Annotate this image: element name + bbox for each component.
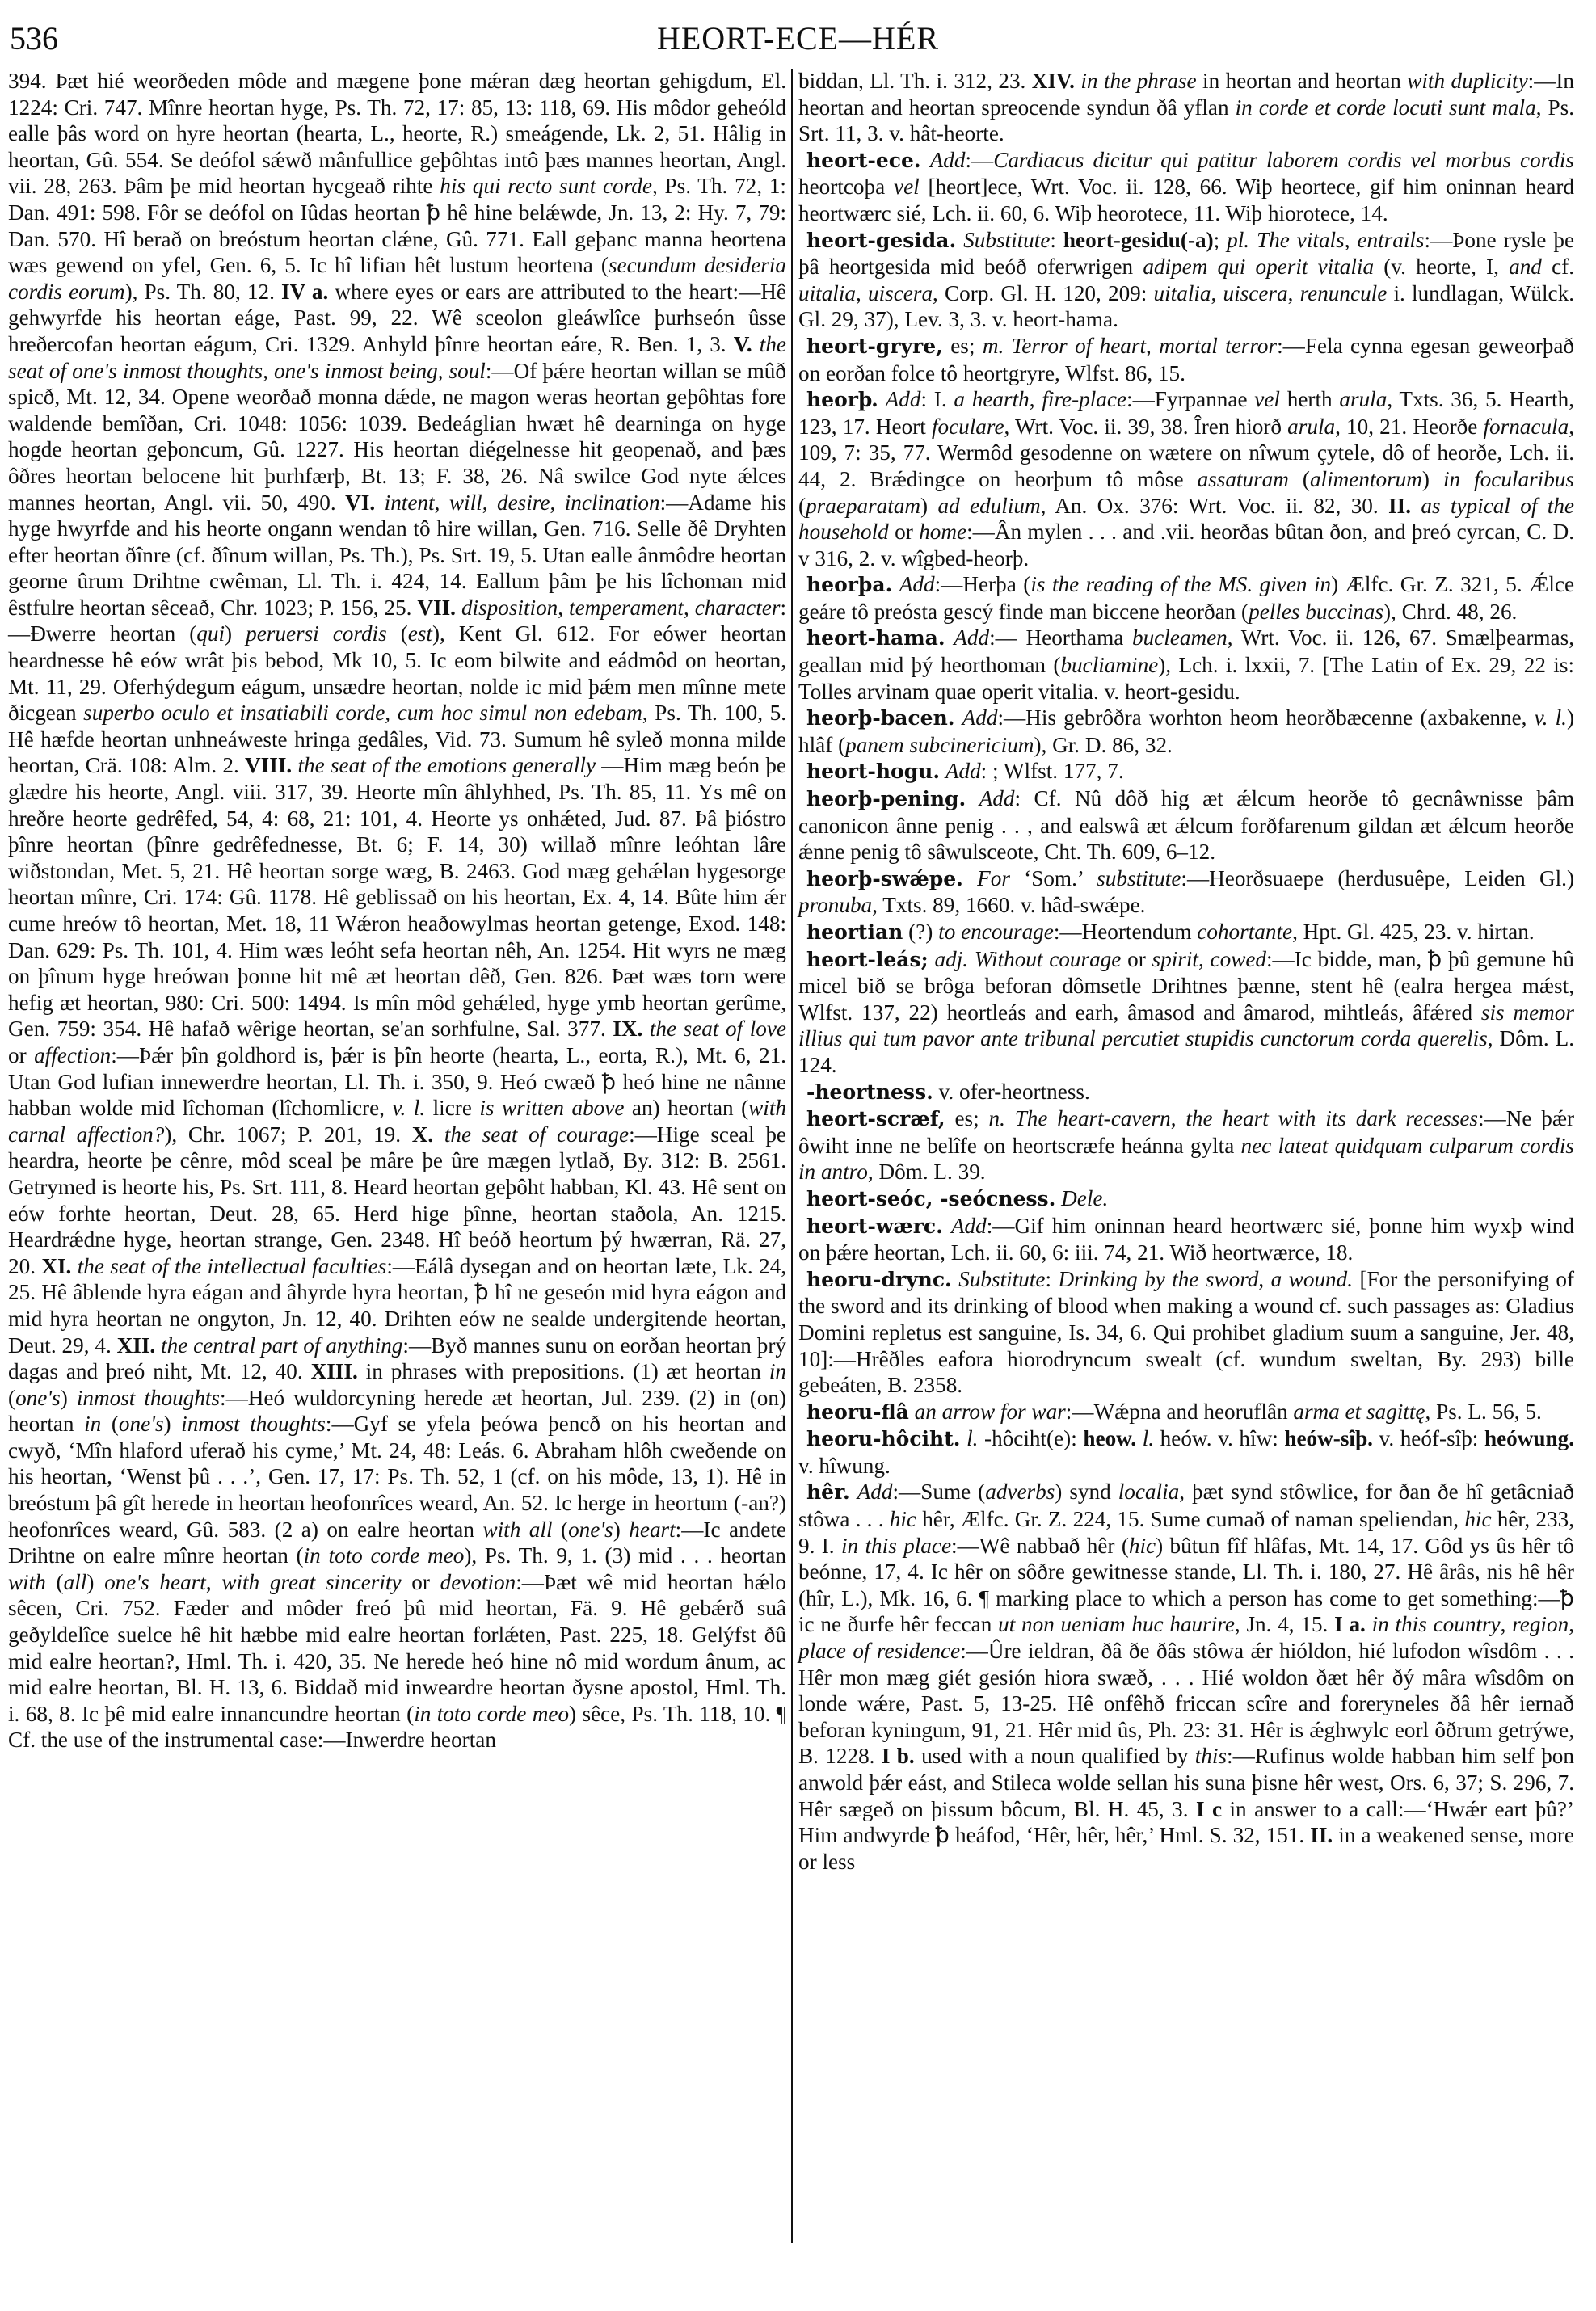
right-column bbox=[798, 68, 1574, 1875]
left-column bbox=[8, 68, 786, 1753]
entry-body: adj. Without courage or spirit, cowed:—Ic bidde, man, ꝥ þû gemune hû micel bið se brôga beforan dômsetle Drihtnes þænne, stent hê (ealra hergea mǽst, Wlfst. 137, 22) heortleás and earh, âmasod and âmarod, mihtleás, âfǽred sis memor illius qui tum pavor ante tribunal percutiet stupidis cunctorum corda querelis, Dôm. L. 124. bbox=[798, 946, 1575, 1077]
running-head: HEORT-ECE—HÉR bbox=[656, 20, 940, 57]
entry-headword: heorþ-swǽpe. bbox=[806, 866, 963, 890]
entry-headword: heoru-hôciht. bbox=[806, 1427, 961, 1451]
entry-body: l. -hôciht(e): heow. l. heów. v. hîw: heów-sîþ. v. heóf-sîþ: heówung. v. hîwung. bbox=[798, 1426, 1574, 1478]
entry-headword: heort-leás; bbox=[806, 947, 929, 971]
entry-headword: heort-gryre, bbox=[806, 334, 943, 358]
dictionary-entry bbox=[798, 1079, 1574, 1106]
dictionary-entry bbox=[798, 333, 1574, 386]
entry-body: Substitute: heort-gesidu(-a); pl. The vitals, entrails:—Þone rysle þe þâ heortgesida mid beóð oferwrigen adipem qui operit vitalia (v. heorte, I, and cf. uitalia, uiscera, Corp. Gl. H. 120, 209: uitalia, uiscera, renuncule i. lundlagan, Wülck. Gl. 29, 37), Lev. 3, 3. v. heort-hama. bbox=[798, 227, 1575, 332]
entry-headword: -heortness. bbox=[806, 1080, 933, 1104]
entry-body: es; n. The heart-cavern, the heart with its dark recesses:—Ne þǽr ôwiht inne ne belîfe on heortscræfe heánna gylta nec lateat quidquam culparum cordis in antro, Dôm. L. 39. bbox=[798, 1106, 1575, 1185]
entry-headword: heortian bbox=[806, 920, 903, 944]
entry-body: Dele. bbox=[1061, 1185, 1109, 1210]
entry-body: Add:—Herþa (is the reading of the MS. given in) Ælfc. Gr. Z. 321, 5. Ǽlce geáre tô preósta gescý finde man biccene heorðan (pelles buccinas), Chrd. 48, 26. bbox=[798, 572, 1575, 624]
entry-headword: heort-seóc, -seócness. bbox=[806, 1186, 1056, 1210]
dictionary-entry bbox=[798, 919, 1574, 946]
entry-headword: heort-gesida. bbox=[806, 228, 957, 252]
dictionary-entry bbox=[798, 1266, 1574, 1399]
entry-body: Substitute: Drinking by the sword, a wound. [For the personifying of the sword and its drinking of blood when making a wound cf. such passages as: Gladius Domini repletus est sanguine, Is. 34, 6. Qui prohibet gladium suum a sanguine, Jer. 48, 10]:—Hrêðles eafora hiorodryncum swealt (cf. wundum sweltan, By. 293) bille gebeáten, B. 2358. bbox=[798, 1266, 1575, 1398]
entry-headword: heort-wærc. bbox=[806, 1214, 943, 1238]
dictionary-entry bbox=[798, 571, 1574, 625]
entry-headword: heorþ-pening. bbox=[806, 787, 966, 811]
entry-body: Add: Cf. Nû dôð hig æt ǽlcum heorðe tô gecnâwnisse þâm canonicon ânne penig . . , and ealswâ æt ǽlcum forðfarenum gildan æt ǽlcum heorðe ǽnne penig tô sâwulsceote, Cht. Th. 609, 6–12. bbox=[798, 786, 1575, 865]
dictionary-entry bbox=[798, 865, 1574, 919]
entry-headword: heoru-drync. bbox=[806, 1267, 952, 1291]
dictionary-entry bbox=[798, 785, 1574, 865]
entry-body: Add:—Sume (adverbs) synd localia, þæt synd stôwlice, for ðan ðe hî getâcniað stôwa . . . hic hêr, Ælfc. Gr. Z. 224, 15. Sume cumað of naman speliendan, hic hêr, 233, 9. I. in this place:—Wê nabbað hêr (hic) bûtun fîf hlâfas, Mt. 14, 17. Gôd ys ûs hêr tô beónne, 17, 4. Ic hêr on sôðre gewitnesse stande, Ll. Th. i. 180, 27. Hê ârâs, nis hê hêr (hîr, L.), Mk. 16, 6. ¶ marking place to which a person has come to get something:—ꝥ ic ne ðurfe hêr feccan ut non ueniam huc haurire, Jn. 4, 15. I a. in this country, region, place of residence:—Ûre ieldran, ðâ ðe ðâs stôwa ǽr hióldon, hié lufodon wîsdôm . . . Hêr mon mæg giét gesión hiora swæð, . . . Hié woldon ðæt hêr ðý mâra wîsdôm on londe wǽre, Past. 5, 13-25. Hê onfêhð friccan scîre and foreryneles ðâ hêr iernað beforan kyningum, 91, 21. Hêr mid ûs, Ph. 23: 31. Hêr is ǽghwylc eorl ôðrum getrýwe, B. 1228. I b. used with a noun qualified by this:—Rufinus wolde habban him self þon anwold þǽr eást, and Stileca wolde sellan his suna þisne hêr west, Ors. 6, 37; S. 296, 7. Hêr sægeð on þissum bôcum, Bl. H. 45, 3. I c in answer to a call:—‘Hwǽr eart þû?’ Him andwyrde ꝥ heáfod, ‘Hêr, hêr, hêr,’ Hml. S. 32, 151. II. in a weakened sense, more or less bbox=[798, 1480, 1575, 1874]
dictionary-entry bbox=[798, 147, 1574, 227]
dictionary-entry bbox=[798, 946, 1574, 1079]
entry-body: Add:— Heorthama bucleamen, Wrt. Voc. ii. 126, 67. Smælþearmas, geallan mid þý heorthoman (bucliamine), Lch. i. lxxii, 7. [The Latin of Ex. 29, 22 is: Tolles arvinam quae operit vitalia. v. heort-gesidu. bbox=[798, 625, 1574, 704]
page-number: 536 bbox=[10, 20, 58, 57]
dictionary-entry bbox=[798, 1105, 1574, 1185]
entry-body: Add:—Cardiacus dicitur qui patitur laborem cordis vel morbus cordis heortcoþa vel [heort]ece, Wrt. Voc. ii. 128, 66. Wiþ heortece, gif him oninnan heard heortwærc sié, Lch. ii. 60, 6. Wiþ heorotece, 11. Wiþ hiorotece, 14. bbox=[798, 147, 1574, 225]
entry-headword: heorþ-bacen. bbox=[806, 706, 955, 730]
dictionary-entry bbox=[798, 625, 1574, 705]
dictionary-entry bbox=[798, 1479, 1574, 1875]
entry-continuation: 394. Þæt hié weorðeden môde and mægene þone mǽran dæg heortan gehigdum, El. 1224: Cri. 747. Mînre heortan hyge, Ps. Th. 72, 17: 85, 13: 118, 69. His môdor geheóld ealle þâs word on hyre heortan (hearta, L., heorte, R.) smeágende, Lk. 2, 51. Hâlig in heortan, Gû. 554. Se deófol sǽwð mânfullice geþôhtas intô þæs mannes heortan, Angl. vii. 28, 263. Þâm þe mid heortan hycgeað rihte his qui recto sunt corde, Ps. Th. 72, 1: Dan. 491: 598. Fôr se deófol on Iûdas heortan ꝥ hê hine belǽwde, Jn. 13, 2: Hy. 7, 79: Dan. 570. Hî berað on breóstum heortan clǽne, Gû. 771. Eall geþanc manna heortena wæs gewend on yfel, Gen. 6, 5. Ic hî lifian hêt lustum heortena (secundum desideria cordis eorum), Ps. Th. 80, 12. IV a. where eyes or ears are attributed to the heart:—Hê gehwyrfde his heortan eáge, Past. 99, 22. Wê sceolon gleáwlîce þurhseón ûsse hreðercofan heortan eágum, Cri. 1329. Anhyld þînre heortan eáre, R. Ben. 1, 3. V. the seat of one's inmost thoughts, one's inmost being, soul:—Of þǽre heortan willan se mûð spicð, Mt. 12, 34. Opene weorðað monna dǽde, ne magon weras heortan geþôhtas fore waldende bemîðan, Cri. 1048: 1056: 1039. Bedeáglian hwæt hê dearninga on hyge hogde heortan geþoncum, Gû. 1227. His heortan diégelnesse hit geopenað, and þæs ôðres heortan belocene hit þurhfærþ, Bt. 13; F. 38, 26. Nâ swilce God nyte ǽlces mannes heortan, Angl. vii. 50, 490. VI. intent, will, desire, inclination:—Adame his hyge hwyrfde and his heorte ongann wendan tô hire willan, Gen. 716. Selle ðê Dryhten efter heortan ðînre (cf. ðînum willan, Ps. Th.), Ps. Srt. 19, 5. Utan ealle ânmôdre heortan georne ûrum Drihtne cwêman, Ll. Th. i. 424, 14. Eallum þâm þe his lîchoman mid êstfulre heortan sêceað, Chr. 1023; P. 156, 25. VII. disposition, temperament, character:—Ðwerre heortan (qui) peruersi cordis (est), Kent Gl. 612. For eówer heortan heardnesse hê eów wrât þis bebod, Mk 10, 5. Ic eom bilwite and eádmôd on heortan, Mt. 11, 29. Oferhýdegum eágum, unsædre heortan, nolde ic mid þǽm men mînne mete ðicgean superbo oculo et insatiabili corde, cum hoc simul non edebam, Ps. Th. 100, 5. Hê hæfde heortan unhneáweste hringa gedâles, Vid. 73. Sumum hê syleð monna milde heortan, Crä. 108: Alm. 2. VIII. the seat of the emotions generally —Him mæg beón þe glædre his heorte, Angl. viii. 317, 39. Heorte mîn âhlyhhed, Ps. Th. 85, 11. Ys mê on hreðre heorte gedrêfed, 54, 4: 68, 21: 101, 4. Heorte ys onhǽted, Jud. 87. Þâ þióstro þînre heortan (þînre gedrêfednesse, Bt. 6; F. 14, 30) willað mînre leóhtan lâre wiðstondan, Met. 5, 21. Hê heortan sorge wæg, B. 2463. God mæg gehǽlan hygesorge heortan mînre, Cri. 174: Gû. 1178. Hê geblissað on his heortan, Ex. 4, 14. Bûte him ǽr cume hreów tô heortan, Met. 18, 11 Wǽron heaðowylmas heortan getenge, Exod. 148: Dan. 629: Ps. Th. 101, 4. Him wæs leóht sefa heortan nêh, An. 1254. Hit wyrs ne mæg on þînum hyge hreówan þonne hit mê æt heortan dêð, Gen. 826. Þæt wæs torn were hefig æt heortan, 980: Cri. 500: 1494. Is mîn môd gehǽled, hyge ymb heortan gerûme, Gen. 759: 354. Hê hafað wêrige heortan, se'an sorhfulne, Sal. 377. IX. the seat of love or affection:—Þǽr þîn goldhord is, þǽr is þîn heorte (hearta, L., eorta, R.), Mt. 6, 21. Utan God lufian innewerdre heortan, Ll. Th. i. 350, 9. Heó cwæð ꝥ heó hine ne nânne habban wolde mid lîchoman (lîchomlicre, v. l. licre is written above an) heortan (with carnal affection?), Chr. 1067; P. 201, 19. X. the seat of courage:—Hige sceal þe heardra, heorte þe cênre, môd sceal þe mâre þe ûre mægen lytlað, By. 312: B. 2561. Getrymed is heorte his, Ps. Srt. 111, 8. Heard heortan geþôht habban, Kl. 43. Hê sent on eów forhte heortan, Deut. 28, 65. Herd hige þînne, heortan staðola, An. 1215. Heardrǽdne hyge, heortan strange, Gen. 2348. Hî beóð heortum þý hwærran, Rä. 27, 20. XI. the seat of the intellectual faculties:—Eálâ dysegan and on heortan læte, Lk. 24, 25. Hê âblende hyra eágan and âhyrde hyra heortan, ꝥ hî ne geseón mid hyra eágon and mid hyra heortan ne ongyton, Jn. 12, 40. Drihten eów ne sealde undergitende heortan, Deut. 29, 4. XII. the central part of anything:—Byð mannes sunu on eorðan heortan þrý dagas and þreó niht, Mt. 12, 40. XIII. in phrases with prepositions. (1) æt heortan in (one's) inmost thoughts:—Heó wuldorcyning herede æt heortan, Jul. 239. (2) in (on) heortan in (one's) inmost thoughts:—Gyf se yfela þeówa þencð on his heortan and cwyð, ‘Mîn hlaford uferað his cyme,’ Mt. 24, 48: Leás. 6. Abraham hlôh cweðende on his heortan, ‘Wenst þû . . .’, Gen. 17, 17: Ps. Th. 52, 1 (cf. on his môde, 13, 1). Hê in breóstum þâ gît herede in heortan heofonrîces weard, An. 52. Ic herge in heortum (-an?) heofonrîces weard, Gû. 583. (2 a) on ealre heortan with all (one's) heart:—Ic andete Drihtne on ealre mînre heortan (in toto corde meo), Ps. Th. 9, 1. (3) mid . . . heortan with (all) one's heart, with great sincerity or devotion:—Þæt wê mid heortan hǽlo sêcen, Cri. 752. Fæder and môder freó þû mid heortan, Fä. 9. Hê gebǽrð suâ geðyldelîce suelce hê hit hæbbe mid ealre heortan forlǽten, Past. 225, 18. Gelýfst ðû mid ealre heortan?, Hml. Th. i. 420, 35. Ne herede heó hine nô mid wordum ânum, ac mid ealre heortan, Bl. H. 13, 6. Biddað mid inweardre heortan ðysne apostol, Hml. Th. i. 68, 8. Ic þê mid ealre innancundre heortan (in toto corde meo) sêce, Ps. Th. 118, 10. ¶ Cf. the use of the instrumental case:—Inwerdre heortan bbox=[8, 69, 787, 1753]
dictionary-entry bbox=[798, 758, 1574, 785]
entry-headword: hêr. bbox=[806, 1480, 850, 1505]
entry-body: Add:—Gif him oninnan heard heortwærc sié, þonne him wyxþ wind on þǽre heortan, Lch. ii. 60, 6: iii. 74, 21. Wið heortwærce, 18. bbox=[798, 1213, 1574, 1265]
page-header bbox=[0, 16, 1596, 65]
entry-body: an arrow for war:—Wǽpna and heoruflân arma et sagittę, Ps. L. 56, 5. bbox=[914, 1399, 1542, 1424]
entry-body: es; m. Terror of heart, mortal terror:—Fela cynna egesan geweorþað on eorðan folce tô heortgryre, Wlfst. 86, 15. bbox=[798, 333, 1574, 385]
entry-body: Add: I. a hearth, fire-place:—Fyrpannae vel herth arula, Txts. 36, 5. Hearth, 123, 17. Heort foculare, Wrt. Voc. ii. 39, 38. Îren hiorð arula, 10, 21. Heorðe fornacula, 109, 7: 35, 77. Wermôd gesodenne on wætere on nîwum çytele, dô of heorðe, Lch. ii. 44, 2. Brǽdingce on heorþum tô môse assaturam (alimentorum) in focularibus (praeparatam) ad edulium, An. Ox. 376: Wrt. Voc. ii. 82, 30. II. as typical of the household or home:—Ân mylen . . . and .vii. heorðas bûtan ðon, and þreó cyrcan, C. D. v 316, 2. v. wîgbed-heorþ. bbox=[798, 387, 1575, 570]
entry-headword: heorþ. bbox=[806, 388, 878, 412]
entry-body: For ‘Som.’ substitute:—Heorðsuaepe (herdusuêpe, Leiden Gl.) pronuba, Txts. 89, 1660. v. hâd-swǽpe. bbox=[798, 865, 1575, 918]
dictionary-entry bbox=[798, 705, 1574, 758]
dictionary-entry bbox=[798, 386, 1574, 571]
dictionary-entry bbox=[798, 1213, 1574, 1266]
entry-body: v. ofer-heortness. bbox=[938, 1079, 1090, 1104]
dictionary-entry bbox=[798, 1185, 1574, 1213]
dictionary-entry bbox=[798, 227, 1574, 333]
entry-headword: heoru-flâ bbox=[806, 1400, 909, 1424]
entry-headword: heort-hogu. bbox=[806, 760, 941, 784]
dictionary-entry bbox=[798, 1425, 1574, 1479]
entry-body: (?) to encourage:—Heortendum cohortante, Hpt. Gl. 425, 23. v. hirtan. bbox=[908, 920, 1535, 944]
entry-body: Add:—His gebrôðra worhton heom heorðbæcenne (axbakenne, v. l.) hlâf (panem subcinericium), Gr. D. 86, 32. bbox=[798, 705, 1575, 757]
entry-headword: heort-hama. bbox=[806, 626, 945, 650]
dictionary-entry bbox=[798, 1399, 1574, 1426]
entry-body: Add: ; Wlfst. 177, 7. bbox=[945, 759, 1124, 784]
entry-headword: heort-scræf, bbox=[806, 1107, 945, 1131]
entry-headword: heort-ece. bbox=[806, 148, 921, 172]
column-divider bbox=[791, 69, 793, 2243]
entry-continuation: biddan, Ll. Th. i. 312, 23. XIV. in the phrase in heortan and heortan with duplicity:—In heortan and heortan spreocende syndun ðâ yflan in corde et corde locuti sunt mala, Ps. Srt. 11, 3. v. hât-heorte. bbox=[798, 69, 1575, 146]
entry-headword: heorþa. bbox=[806, 573, 893, 597]
